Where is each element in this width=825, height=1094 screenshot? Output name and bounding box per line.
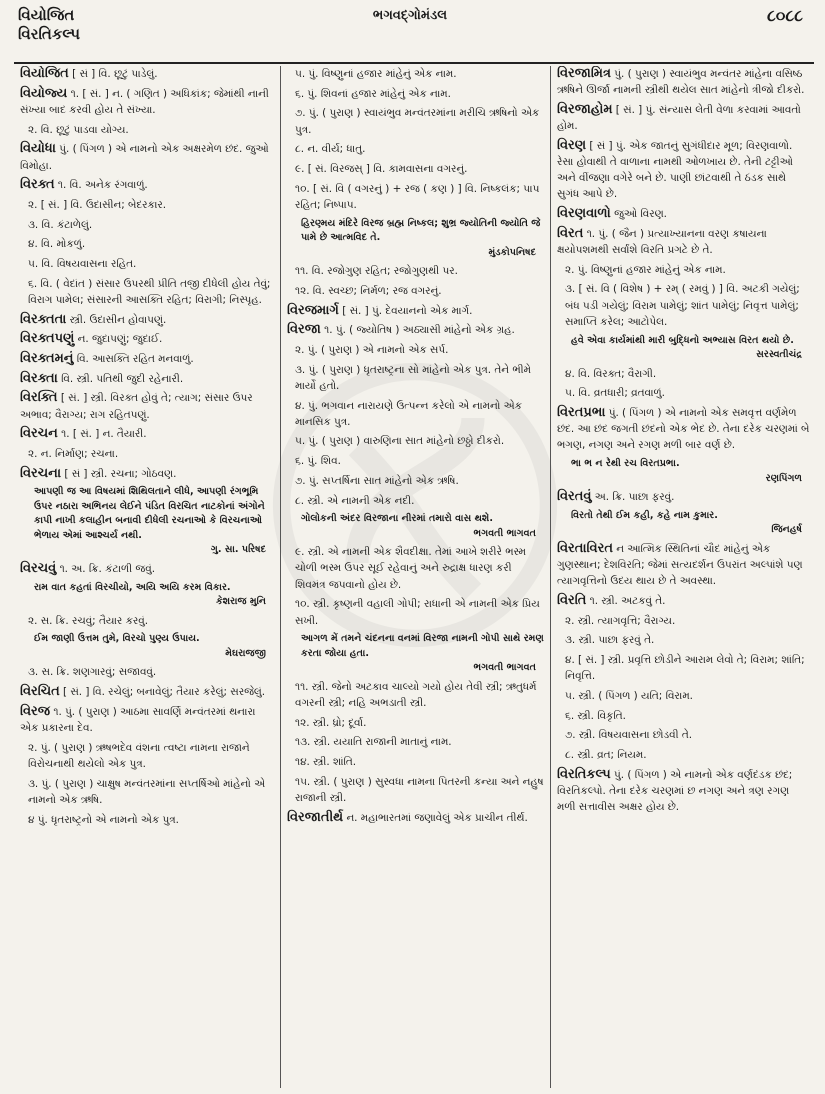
definition-text: ૭. સ્ત્રી. વિષયવાસના છોડવી તે. (565, 729, 693, 742)
dictionary-entry (20, 390, 274, 422)
dictionary-entry (287, 322, 544, 338)
headword: વિરચન (20, 426, 58, 442)
definition-text: ૧. [ સં. ] ન. તૈયારી. (57, 428, 147, 441)
definition-text: ૭. પું. ( પુરાણ ) સ્વાયંભુવ મન્વંતરમાંના મરીચિ ઋષિનો એક પુત્ર. (295, 107, 540, 136)
definition-text: ૫. વિ. વ્રતધારી; વ્રતવાળું. (565, 387, 665, 400)
headword: વિરક્તમનું (20, 351, 74, 367)
entry-sense (287, 161, 544, 177)
dictionary-entry (557, 138, 810, 203)
dictionary-entry (20, 177, 274, 193)
entry-sense (557, 613, 810, 629)
entry-sense (287, 596, 544, 628)
dictionary-entry (557, 489, 810, 505)
citation (557, 457, 810, 486)
entry-sense (287, 473, 544, 489)
definition-text: ૧. પું. ( પુરાણ ) આઠમા સાવર્ણિ મન્વંતરમાં થનારા એક પ્રકારના દેવ. (20, 705, 256, 734)
column-2 (280, 66, 550, 1088)
definition-text: [ સં ] પું. એક જાતનું સુગંધીદાર મૂળ; વિરણવાળો. રેસા હોવાથી તે વાળાના નામથી ઓળખાય છે. તેની ટટ્ટીઓ અને વીંજણા વગેરે બને છે. પાણી છાંટવાથી તે ઠંડક સાથે સુગંધ આપે છે. (557, 139, 793, 201)
headword: વિરક્તતા (20, 311, 67, 327)
headword: વિરક્તિ (20, 390, 58, 406)
entry-sense (557, 366, 810, 382)
citation (287, 632, 544, 676)
citation-text: હવે એવા કાર્યમાંથી મારી બુદ્ધિનો અભ્યાસ વિરત થયો છે. (571, 334, 794, 346)
entry-sense (20, 812, 274, 828)
definition-text: ૧૧. સ્ત્રી. જેનો અટકાવ ચાલ્યો ગયો હોય તેવી સ્ત્રી; ઋતુધર્મ વગરની સ્ત્રી; નહિ અભડાતી સ્ત્રી. (295, 680, 537, 709)
definition-text: ન. જુદાપણું; જુદાઈ. (74, 333, 163, 346)
dictionary-entry (20, 331, 274, 347)
dictionary-entry (557, 405, 810, 454)
headword: વિરચિત (20, 684, 60, 700)
entry-sense (287, 105, 544, 137)
definition-text: ૬. પું. શિવનાં હજાર માંહેનું એક નામ. (295, 87, 451, 100)
citation-source: ગુ. સા. પરિષદ (210, 544, 266, 556)
definition-text: ૫. સ્ત્રી. ( પિંગળ ) યતિ; વિરામ. (565, 689, 693, 702)
definition-text: સ્ત્રી. ઉદાસીન હોવાપણું. (66, 313, 167, 326)
headword: વિરણવાળો (557, 206, 611, 222)
definition-text: ૩. સ્ત્રી. પાછા ફરવું તે. (565, 634, 655, 647)
headword: વિરચવું (20, 560, 57, 576)
headword: વિયોધા (20, 141, 56, 157)
entry-sense (20, 256, 274, 272)
definition-text: ૧. અ. ક્રિ. કંટાળી જવું. (56, 562, 156, 575)
citation-text: વિરતો તેથી ઈમ કહી, કહે નામ કુમાર. (571, 509, 718, 521)
definition-text: ૨. પું. વિષ્ણુનાં હજાર માંહેનું એક નામ. (565, 263, 726, 276)
headword: વિરજ (20, 703, 51, 719)
headword: વિરજા (287, 322, 321, 338)
entry-sense (20, 236, 274, 252)
citation-source: મેઘરાજજી (225, 647, 266, 659)
dictionary-entry (20, 371, 274, 387)
entry-sense (287, 398, 544, 430)
dictionary-entry (557, 66, 810, 98)
definition-text: ૭. પું. સપ્તર્ષિના સાત માંહેનો એક ઋષિ. (295, 474, 459, 487)
citation (20, 485, 274, 558)
headword: વિરક્તા (20, 370, 58, 386)
dictionary-entry (557, 226, 810, 258)
citation-source: ભગવતી ભાગવત (473, 527, 536, 539)
citation-source: રણપિંગળ (765, 472, 802, 484)
page-number: ૮૦૮૮ (766, 6, 803, 25)
entry-sense (287, 734, 544, 750)
page-header (0, 0, 825, 58)
first-guide-word: વિયોજિત (18, 6, 75, 24)
definition-text: ૮. ન. વીર્ય; ધાતુ. (295, 143, 366, 156)
definition-text: ૬. વિ. ( વેદાંત ) સંસાર ઉપરથી પ્રીતિ તજી દીધેલી હોય તેવું; વિરાગ પામેલ; સંસારની આસક્તિ રહિત; વિરાગી; નિસ્પૃહ. (28, 277, 271, 306)
citation-text: હિરણ્મય મંદિરે વિરજ બ્રહ્મ નિષ્કલ; શુભ્ર જ્યોતિની જ્યોતિ જે પામે છે આત્મવિદ તે. (301, 217, 541, 244)
dictionary-entry (20, 312, 274, 328)
entry-sense (557, 385, 810, 401)
definition-text: ૪. [ સં. ] સ્ત્રી. પ્રવૃત્તિ છોડીને આરામ લેવો તે; વિરામ; શાંતિ; નિવૃત્તિ. (565, 653, 805, 683)
citation (557, 334, 810, 363)
entry-sense (557, 727, 810, 743)
citation-text: ભા ભ ન રેથી રચ વિરતપ્રભા. (571, 458, 680, 470)
dictionary-entry (20, 684, 274, 700)
citation-source: કેશરાજ મુનિ (216, 596, 266, 608)
dictionary-entry (20, 86, 274, 118)
dictionary-entry (20, 351, 274, 367)
entry-sense (287, 433, 544, 449)
definition-text: ૧. સ્ત્રી. અટકવું તે. (586, 594, 666, 607)
entry-sense (20, 122, 274, 138)
definition-text: ૨. પું. ( પુરાણ ) એ નામનો એક સર્પ. (295, 343, 449, 356)
definition-text: [ સં ] સ્ત્રી. રચના; ગોઠવણ. (61, 467, 177, 480)
headword: વિરતવું (557, 489, 592, 505)
definition-text: ૪. વિ. વિરક્ત; વૈરાગી. (565, 367, 657, 380)
definition-text: ૯. સ્ત્રી. એ નામની એક શૈવદીક્ષા. તેમાં આખે શરીરે ભસ્મ ચોળી ભસ્મ ઉપર સૂઈ રહેવાનું અને રુદ્રાક્ષ ધારણ કરી શિવમંત્ર જપવાનો હોય છે. (295, 546, 526, 591)
dictionary-entry (557, 767, 810, 816)
definition-text: [ સં. ] વિ. રચેલું; બનાવેલું; તૈયાર કરેલું; સરજેલું. (59, 686, 266, 699)
headword: વિરક્ત (20, 177, 55, 193)
entry-sense (20, 664, 274, 680)
definition-text: ૨. ન. નિર્માણ; રચના. (28, 448, 119, 461)
definition-text: ૩. વિ. કંટાળેલું. (28, 218, 93, 231)
definition-text: [ સં. ] પું. દેવયાનનો એક માર્ગ. (338, 304, 473, 317)
entry-sense (20, 613, 274, 629)
headword: વિયોજ્ય (20, 85, 68, 101)
citation-text: રામ વાત કહતાં વિરચીયો, અયિ અયિ કરમ વિકાર. (34, 581, 231, 593)
guide-words (18, 6, 80, 44)
definition-text: ૬. પું. શિવ. (295, 455, 341, 468)
citation (557, 509, 810, 538)
entry-sense (287, 679, 544, 711)
definition-text: વિ. સ્ત્રી. પતિથી જુદી રહેનારી. (57, 372, 184, 385)
definition-text: ૯. [ સં. વિરજસ્ ] વિ. કામવાસના વગરનું. (295, 163, 468, 176)
definition-text: ૫. વિ. વિષયવાસના રહિત. (28, 258, 137, 271)
definition-text: ૬. સ્ત્રી. વિકૃતિ. (565, 709, 626, 722)
dictionary-entry (20, 141, 274, 173)
definition-text: ૧. [ સં. ] ન. ( ગણિત ) અધિકાંક; જેમાંથી નાની સંખ્યા બાદ કરવી હોય તે સંખ્યા. (20, 87, 269, 116)
entry-sense (287, 141, 544, 157)
headword: વિરજમાર્ગ (287, 302, 339, 318)
definition-text: ૪. વિ. મોકળું. (28, 238, 86, 251)
definition-text: પું. ( પિંગળ ) એ નામનો એક સમવૃત્ત વર્ણમેળ છંદ. આ છંદ જગતી છંદનો એક ભેદ છે. તેના દરેક ચરણમાં બે ભગણ, નગણ અને રગણ મળી બાર વર્ણ છે. (557, 406, 810, 452)
headword: વિરજામિત્ર (557, 66, 611, 81)
citation (20, 581, 274, 610)
entry-sense (287, 362, 544, 394)
entry-sense (287, 774, 544, 806)
definition-text: ૧૦. સ્ત્રી. કૃષ્ણની વહાલી ગોપી; રાધાની એ નામની એક પ્રિય સખી. (295, 598, 540, 627)
dictionary-columns (14, 66, 816, 1088)
last-guide-word: વિરતિકલ્પ (18, 25, 80, 43)
entry-sense (20, 446, 274, 462)
definition-text: ૧૦. [ સં. વિ ( વગરનું ) + રજ ( કણ ) ] વિ. નિષ્કલંક; પાપ રહિત; નિષ્પાપ. (295, 182, 540, 211)
headword: વિયોજિત (20, 66, 69, 81)
entry-sense (287, 342, 544, 358)
definition-text: ૩. [ સં. વિ ( વિશેષ ) + રમ્ ( રમવું ) ] વિ. અટકી ગયેલું; બંધ પડી ગયેલું; વિરામ પામેલું; શાંત પામેલું; નિવૃત્ત પામેલું; સમાપ્તિ કરેલ; આટોપેલ. (565, 283, 800, 328)
entry-sense (557, 262, 810, 278)
definition-text: ૩. પું. ( પુરાણ ) ધૃતરાષ્ટ્રના સો માંહેનો એક પુત્ર. તેને ભીમે માર્યો હતો. (295, 363, 531, 392)
entry-sense (287, 453, 544, 469)
definition-text: ૧૨. સ્ત્રી. ધ્રો; દૂર્વા. (295, 716, 367, 729)
entry-sense (557, 652, 810, 684)
headword: વિરતાવિરત (557, 540, 613, 556)
entry-sense (557, 281, 810, 330)
entry-sense (287, 715, 544, 731)
definition-text: ૧. વિ. અનેક રંગવાળું. (54, 179, 148, 192)
definition-text: ૧૫. સ્ત્રી. ( પુરાણ ) સુસ્વધા નામના પિતરની કન્યા અને નહુષ રાજાની સ્ત્રી. (295, 775, 544, 804)
headword: વિરજાતીર્થ (287, 809, 344, 825)
dictionary-entry (20, 466, 274, 482)
entry-sense (287, 263, 544, 279)
entry-sense (557, 688, 810, 704)
definition-text: ૧૨. વિ. સ્વચ્છ; નિર્મળ; રજ વગરનું. (295, 284, 442, 297)
entry-sense (287, 86, 544, 102)
entry-sense (20, 776, 274, 808)
definition-text: ૧૩. સ્ત્રી. યયાતિ રાજાની માતાનું નામ. (295, 736, 452, 749)
column-1 (14, 66, 280, 1088)
definition-text: ૮. સ્ત્રી. વ્રત; નિયમ. (565, 749, 647, 761)
running-title: ભગવદ્ગોમંડલ (372, 8, 448, 23)
entry-sense (287, 283, 544, 299)
entry-sense (557, 747, 810, 763)
citation-text: ગોલોકની અંદર વિરજાના નીરમાં તમારો વાસ થશે. (301, 513, 493, 525)
citation-source: જિનહર્ષ (771, 524, 802, 536)
definition-text: ૪. પું. ભગવાન નારાયણે ઉત્પન્ન કરેલો એ નામનો એક માનસિક પુત્ર. (295, 399, 522, 428)
definition-text: ૮. સ્ત્રી. એ નામની એક નદી. (295, 494, 415, 507)
citation-text: આપણી જ આ વિષયમાં શિથિલતાને લીધે, આપણી રંગભૂમિ ઉપર નઠારા અભિનય લેઈને પંડિત વિરચિત નાટકોનાં અંગોને કાપી નાખી કલાહીન બનાવી દીધેલી રચનાઓ કે વિરચનાઓ ભેળાય એમાં આશ્ચર્ય નથી. (34, 486, 265, 541)
definition-text: ૨. સ્ત્રી. ત્યાગવૃત્તિ; વૈરાગ્ય. (565, 614, 676, 627)
definition-text: ૩. પું. ( પુરાણ ) ચાક્ષુષ મન્વંતરમાંના સપ્તર્ષિઓ માંહેનો એ નામનો એક ઋષિ. (28, 777, 266, 806)
citation-text: આગળ મેં તમને ચંદનના વનમાં વિરજા નામની ગોપી સાથે રમણ કરતા જોયા હતા. (301, 633, 544, 659)
entry-sense (557, 632, 810, 648)
citation (287, 217, 544, 261)
citation (287, 512, 544, 541)
headword: વિરતિકલ્પ (557, 766, 611, 782)
entry-sense (287, 181, 544, 213)
entry-sense (287, 544, 544, 593)
definition-text: ૨. [ સં. ] વિ. ઉદાસીન; બેદરકાર. (28, 198, 167, 211)
definition-text: જુઓ વિરણ. (610, 208, 667, 221)
headword: વિરચના (20, 465, 62, 481)
dictionary-entry (20, 66, 274, 82)
dictionary-entry (20, 426, 274, 442)
headword: વિરતપ્રભા (557, 404, 606, 420)
headword: વિરત (557, 225, 584, 241)
dictionary-entry (20, 561, 274, 577)
definition-text: ૫. પું. વિષ્ણુનાં હજાર માંહેનું એક નામ. (295, 68, 457, 80)
definition-text: [ સં ] વિ. છૂટું પાડેલું. (68, 68, 158, 80)
citation-source: ભગવતી ભાગવત (473, 662, 536, 674)
definition-text: ૨. પું. ( પુરાણ ) ઋષભદેવ વંશના ત્વષ્ટા નામના રાજાને વિરોચનાથી થયેલો એક પુત્ર. (28, 741, 250, 770)
definition-text: ૨. સ. ક્રિ. રચવું; તૈયાર કરવું. (28, 614, 149, 627)
citation (20, 632, 274, 661)
definition-text: પું. ( પિંગળ ) એ નામનો એક અક્ષરમેળ છંદ. જુઓ વિમોહા. (20, 143, 269, 172)
dictionary-entry (557, 102, 810, 134)
definition-text: ૧૪. સ્ત્રી. શાંતિ. (295, 756, 357, 769)
entry-sense (287, 754, 544, 770)
definition-text: ૩. સ. ક્રિ. શણગારવું; સજાવવું. (28, 666, 157, 679)
dictionary-entry (557, 206, 810, 222)
entry-sense (557, 708, 810, 724)
dictionary-entry (557, 593, 810, 609)
definition-text: પું. ( પિંગળ ) એ નામનો એક વર્ણદંડક છંદ; વિરતિકલ્પો. તેના દરેક ચરણમાં છ નગણ અને ત્રણ રગણ મળી સત્તાવીસ અક્ષર હોય છે. (557, 768, 793, 814)
definition-text: [ સં. ] સ્ત્રી. વિરક્ત હોવું તે; ત્યાગ; સંસાર ઉપર અભાવ; વૈરાગ્ય; રાગ રહિતપણું. (20, 392, 253, 421)
headword: વિરક્તપણું (20, 331, 75, 347)
column-3 (550, 66, 816, 1088)
citation-text: ઈમ જાણી ઉત્તમ તુમે, વિરચો પુણ્ય ઉપાય. (34, 633, 200, 645)
definition-text: ન. મહાભારતમાં જણાવેલું એક પ્રાચીન તીર્થ. (343, 811, 528, 824)
definition-text: ૪ પું. ધૃતરાષ્ટ્રનો એ નામનો એક પુત્ર. (28, 813, 179, 826)
dictionary-entry (287, 303, 544, 319)
dictionary-entry (557, 541, 810, 590)
entry-sense (20, 197, 274, 213)
citation-source: સરસ્વતીચંદ્ર (756, 349, 802, 361)
definition-text: [ સં. ] પું. સંન્યાસ લેતી વેળા કરવામાં આવતો હોમ. (557, 103, 801, 133)
definition-text: વિ. આસક્તિ રહિત મનવાળું. (73, 353, 194, 366)
dictionary-entry (20, 704, 274, 736)
entry-sense (20, 217, 274, 233)
header-rule (14, 62, 814, 64)
definition-text: ન આત્મિક સ્થિતિનાં ચૌદ માંહેનું એક ગુણસ્થાન; દેશવિરતિ; જેમાં સત્યદર્શન ઉપરાંત અલ્પાંશે પણ ત્યાગવૃત્તિનો ઉદય થાય છે તે અવસ્થા. (557, 542, 803, 588)
headword: વિરણ (557, 137, 587, 153)
definition-text: અ. ક્રિ. પાછા ફરવું. (591, 491, 675, 504)
definition-text: ૨. વિ. છૂટું પાડવા યોગ્ય. (28, 123, 129, 136)
headword: વિરતિ (557, 592, 587, 608)
definition-text: ૧. પું. ( જૈન ) પ્રત્યાખ્યાનના વરણ કષાયના ક્ષયોપશમથી સર્વાંશે વિરતિ પ્રગટે છે તે. (557, 227, 767, 257)
entry-sense (287, 66, 544, 82)
definition-text: પું. ( પુરાણ ) સ્વાયંભુવ મન્વંતર માંહેના વસિષ્ઠ ઋષિને ઊર્જા નામની સ્ત્રીથી થયેલ સાત માંહેનો ત્રીજો દીકરો. (557, 68, 805, 97)
headword: વિરજાહોમ (557, 101, 613, 117)
entry-sense (287, 493, 544, 509)
definition-text: ૫. પું. ( પુરાણ ) વારુણિના સાત માંહેનો છઠ્ઠો દીકરો. (295, 435, 505, 448)
entry-sense (20, 740, 274, 772)
definition-text: ૧૧. વિ. રજોગુણ રહિત; રજોગુણથી પર. (295, 265, 458, 278)
entry-sense (20, 276, 274, 308)
definition-text: ૧. પું. ( જ્યોતિષ ) અઠ્યાસી માંહેનો એક ગ્રહ. (320, 324, 515, 337)
dictionary-entry (287, 810, 544, 826)
citation-source: મુંડકોપનિષદ (488, 246, 536, 258)
